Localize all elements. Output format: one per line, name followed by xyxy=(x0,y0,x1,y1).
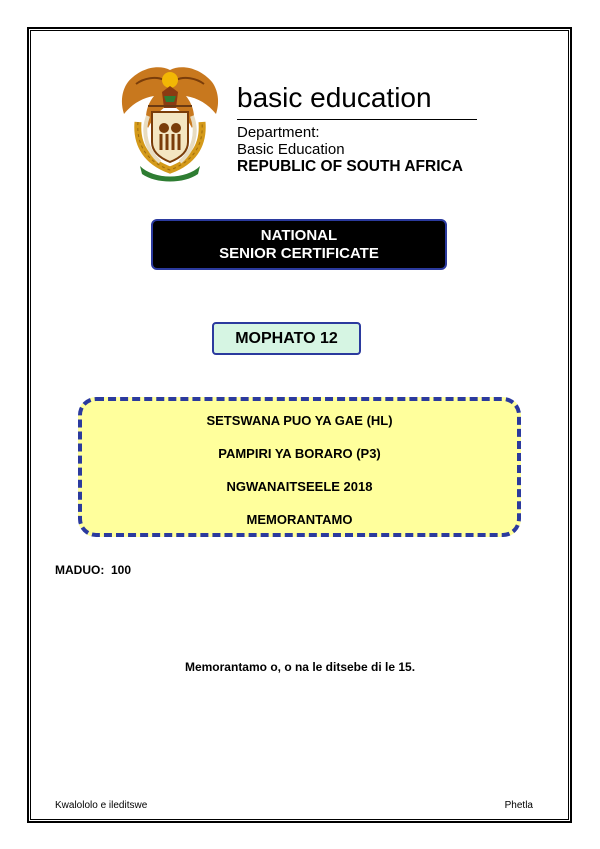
subject-name: SETSWANA PUO YA GAE (HL) xyxy=(206,413,393,428)
department-name: Basic Education xyxy=(237,141,345,158)
brand-title: basic education xyxy=(237,82,432,113)
paper-number: PAMPIRI YA BORARO (P3) xyxy=(218,446,381,461)
exam-session: NGWANAITSEELE 2018 xyxy=(226,479,373,494)
document-type: MEMORANTAMO xyxy=(246,512,353,527)
brand-divider xyxy=(237,119,477,120)
page-count-note: Memorantamo o, o na le ditsebe di le 15. xyxy=(184,660,416,674)
grade-box: MOPHATO 12 xyxy=(212,322,361,355)
department-label: Department: xyxy=(237,124,320,141)
coat-of-arms-icon xyxy=(118,62,222,182)
certificate-line-national: NATIONAL xyxy=(260,226,338,244)
country-name: REPUBLIC OF SOUTH AFRICA xyxy=(237,158,463,175)
certificate-line-senior-certificate: SENIOR CERTIFICATE xyxy=(219,244,379,262)
footer-copyright: Kwalololo e ileditswe xyxy=(55,800,148,811)
footer-turn-over: Phetla xyxy=(504,800,533,811)
certificate-title-box xyxy=(151,219,447,270)
marks-label: MADUO: 100 xyxy=(55,563,132,577)
subject-box xyxy=(78,397,521,537)
